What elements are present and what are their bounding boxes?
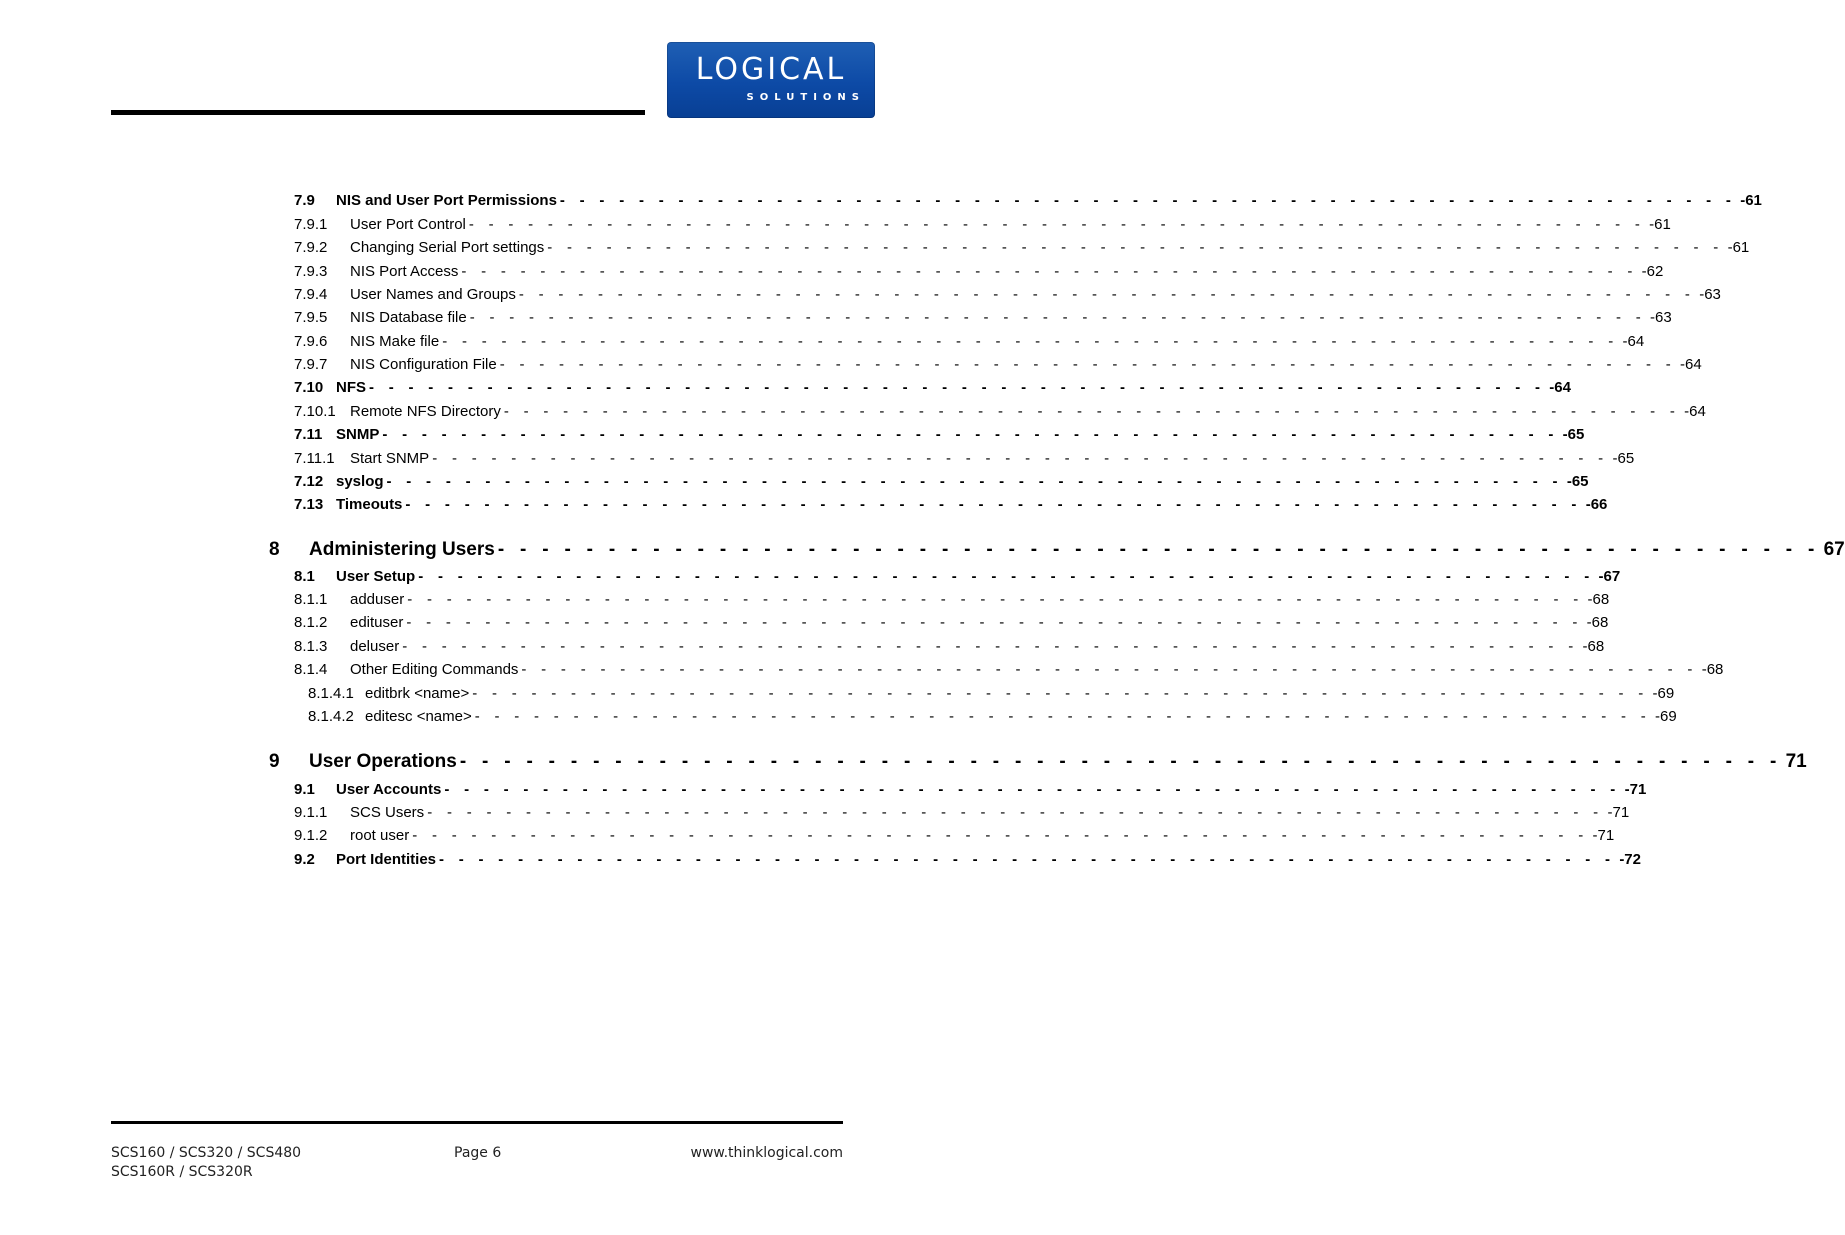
footer-page-number: Page 6 bbox=[454, 1145, 502, 1161]
toc-entry-title: User Accounts bbox=[336, 781, 442, 798]
toc-entry[interactable] bbox=[294, 827, 1615, 844]
toc-entry-page: -71 bbox=[1624, 781, 1647, 798]
toc-entry[interactable] bbox=[269, 539, 1845, 561]
toc-dot-leader: - - - - - - - - - - - - - - - - - - - - - - - - - - - - - - - - - - - - - - - - - - - - - - - - - - - - - - - - - - - - bbox=[386, 473, 1563, 490]
toc-entry[interactable] bbox=[294, 496, 1608, 513]
toc-entry-number: 9.1.1 bbox=[294, 804, 328, 821]
toc-entry-number: 7.9.3 bbox=[294, 263, 328, 280]
toc-entry-number: 7.10 bbox=[294, 379, 324, 396]
toc-entry-page: -63 bbox=[1650, 309, 1672, 326]
toc-dot-leader: - - - - - - - - - - - - - - - - - - - - - - - - - - - - - - - - - - - - - - - - - - - - - - - - - - - - - - - - - - - - bbox=[382, 426, 1559, 443]
toc-dot-leader: - - - - - - - - - - - - - - - - - - - - - - - - - - - - - - - - - - - - - - - - - - - - - - - - - - - - - - - - - - - - bbox=[369, 379, 1546, 396]
footer-models-line2: SCS160R / SCS320R bbox=[111, 1164, 253, 1180]
toc-dot-leader: - - - - - - - - - - - - - - - - - - - - - - - - - - - - - - - - - - - - - - - - - - - - - - - - - - - - - - - - - - - - bbox=[439, 851, 1616, 868]
footer-models-line1: SCS160 / SCS320 / SCS480 bbox=[111, 1145, 302, 1161]
toc-dot-leader: - - - - - - - - - - - - - - - - - - - - - - - - - - - - - - - - - - - - - - - - - - - - - - - - - - - - - - - - - - - - bbox=[405, 496, 1582, 513]
toc-entry[interactable] bbox=[294, 591, 1610, 608]
toc-dot-leader: - - - - - - - - - - - - - - - - - - - - - - - - - - - - - - - - - - - - - - - - - - - - - - - - - - - - - - - - - - - - bbox=[518, 286, 1696, 303]
toc-entry-page: 67 bbox=[1823, 539, 1845, 560]
toc-entry-title: edituser bbox=[350, 614, 404, 631]
toc-entry-number: 7.13 bbox=[294, 496, 324, 513]
toc-dot-leader: - - - - - - - - - - - - - - - - - - - - - - - - - - - - - - - - - - - - - - - - - - - - - - - - - - - - - - - - - - - - bbox=[418, 568, 1595, 585]
toc-entry-page: -67 bbox=[1598, 568, 1621, 585]
toc-dot-leader: - - - - - - - - - - - - - - - - - - - - - - - - - - - - - - - - - - - - - - - - - - - - - - - - - - - - - - - - - - - - bbox=[474, 708, 1652, 725]
toc-entry-page: -68 bbox=[1586, 614, 1609, 631]
toc-entry-number: 8.1.2 bbox=[294, 614, 328, 631]
toc-entry-title: adduser bbox=[350, 591, 405, 608]
toc-entry-number: 8.1 bbox=[294, 568, 315, 585]
toc-entry-title: Other Editing Commands bbox=[350, 661, 519, 678]
toc-entry-number: 7.11.1 bbox=[294, 450, 335, 467]
toc-entry-title: Port Identities bbox=[336, 851, 437, 868]
toc-entry-page: -63 bbox=[1699, 286, 1721, 303]
toc-entry-title: Timeouts bbox=[336, 496, 403, 513]
toc-entry[interactable] bbox=[294, 450, 1635, 467]
toc-entry-title: editbrk <name> bbox=[365, 685, 470, 702]
toc-entry[interactable] bbox=[294, 568, 1621, 585]
toc-entry-number: 9.1 bbox=[294, 781, 315, 798]
toc-entry-title: User Operations bbox=[309, 751, 457, 772]
toc-entry[interactable] bbox=[269, 751, 1807, 773]
toc-entry[interactable] bbox=[294, 661, 1724, 678]
toc-entry-page: -69 bbox=[1655, 708, 1677, 725]
toc-dot-leader: - - - - - - - - - - - - - - - - - - - - - - - - - - - - - - - - - - - - - - - - - - - - - - - - - - - - - - - - - - - - bbox=[402, 638, 1579, 655]
toc-dot-leader: - - - - - - - - - - - - - - - - - - - - - - - - - - - - - - - - - - - - - - - - - - - - - - - - - - - - - - - - - - - - bbox=[521, 661, 1698, 678]
toc-entry-page: -68 bbox=[1701, 661, 1724, 678]
toc-dot-leader: - - - - - - - - - - - - - - - - - - - - - - - - - - - - - - - - - - - - - - - - - - - - - - - - - - - - - - - - - - - - bbox=[442, 333, 1619, 350]
toc-entry[interactable] bbox=[294, 263, 1664, 280]
toc-entry-number: 7.9.6 bbox=[294, 333, 328, 350]
toc-entry-title: root user bbox=[350, 827, 410, 844]
toc-entry-title: NIS Database file bbox=[350, 309, 467, 326]
toc-dot-leader: - - - - - - - - - - - - - - - - - - - - - - - - - - - - - - - - - - - - - - - - - - - - - - - - - - - - - - - - - - - - bbox=[469, 309, 1647, 326]
toc-entry-number: 8 bbox=[269, 539, 280, 560]
toc-entry[interactable] bbox=[294, 309, 1672, 326]
toc-entry-page: -65 bbox=[1562, 426, 1585, 443]
toc-entry-page: -61 bbox=[1649, 216, 1671, 233]
toc-entry-title: editesc <name> bbox=[365, 708, 472, 725]
toc-dot-leader: - - - - - - - - - - - - - - - - - - - - - - - - - - - - - - - - - - - - - - - - - - - - - - - - - - - - - - - - - - - - bbox=[412, 827, 1589, 844]
toc-dot-leader: - - - - - - - - - - - - - - - - - - - - - - - - - - - - - - - - - - - - - - - - - - - - - - - - - - - - - - - - - - - - bbox=[461, 263, 1638, 280]
toc-entry-number: 7.9.2 bbox=[294, 239, 328, 256]
toc-entry[interactable] bbox=[294, 333, 1645, 350]
toc-entry-number: 7.9.1 bbox=[294, 216, 328, 233]
toc-entry-page: -71 bbox=[1607, 804, 1630, 821]
toc-entry-number: 7.9.7 bbox=[294, 356, 328, 373]
toc-entry-number: 7.9.5 bbox=[294, 309, 328, 326]
toc-entry[interactable] bbox=[294, 356, 1702, 373]
toc-dot-leader: - - - - - - - - - - - - - - - - - - - - - - - - - - - - - - - - - - - - - - - - - - - - - - - - - - - - - - - - - - - - bbox=[407, 591, 1584, 608]
logo-tagline: SOLUTIONS bbox=[746, 92, 865, 103]
footer-rule bbox=[111, 1121, 843, 1124]
toc-entry[interactable] bbox=[294, 239, 1750, 256]
toc-entry-page: -64 bbox=[1622, 333, 1645, 350]
toc-entry-title: NIS Port Access bbox=[350, 263, 459, 280]
toc-entry-title: User Port Control bbox=[350, 216, 466, 233]
toc-entry-number: 8.1.3 bbox=[294, 638, 328, 655]
toc-entry-number: 9 bbox=[269, 751, 280, 772]
toc-entry-title: Administering Users bbox=[309, 539, 495, 560]
toc-entry-page: -68 bbox=[1587, 591, 1610, 608]
toc-entry-title: syslog bbox=[336, 473, 384, 490]
toc-entry-number: 8.1.1 bbox=[294, 591, 328, 608]
toc-entry-page: -65 bbox=[1612, 450, 1635, 467]
toc-dot-leader: - - - - - - - - - - - - - - - - - - - - - - - - - - - - - - - - - - - - - - - - - - - - - - - - - - - - - - - - - - - - bbox=[432, 450, 1609, 467]
toc-entry[interactable] bbox=[294, 216, 1671, 233]
logo-wordmark: LOGICAL bbox=[695, 52, 847, 87]
toc-entry-title: User Setup bbox=[336, 568, 416, 585]
toc-entry[interactable] bbox=[294, 473, 1589, 490]
toc-entry-title: NFS bbox=[336, 379, 366, 396]
toc-entry-page: -69 bbox=[1652, 685, 1675, 702]
toc-entry-page: -61 bbox=[1727, 239, 1750, 256]
footer-website: www.thinklogical.com bbox=[690, 1145, 843, 1161]
toc-entry-page: 71 bbox=[1785, 751, 1807, 772]
toc-dot-leader: - - - - - - - - - - - - - - - - - - - - - - - - - - - - - - - - - - - - - - - - - - - - - - - - - - - - - - - - - - - - bbox=[472, 685, 1649, 702]
toc-entry-title: NIS Configuration File bbox=[350, 356, 497, 373]
toc-entry-number: 8.1.4 bbox=[294, 661, 328, 678]
toc-entry-number: 7.11 bbox=[294, 426, 323, 443]
toc-entry-number: 8.1.4.1 bbox=[308, 685, 354, 702]
toc-entry-title: User Names and Groups bbox=[350, 286, 516, 303]
toc-entry-page: -72 bbox=[1619, 851, 1641, 868]
toc-dot-leader: - - - - - - - - - - - - - - - - - - - - - - - - - - - - - - - - - - - - - - - - - - - - - - - - - - - - - - - - - - - - bbox=[427, 804, 1604, 821]
toc-entry-number: 7.9.4 bbox=[294, 286, 328, 303]
toc-entry-number: 7.9 bbox=[294, 192, 315, 209]
toc-entry-page: -62 bbox=[1641, 263, 1664, 280]
toc-entry[interactable] bbox=[294, 403, 1706, 420]
header-rule bbox=[111, 110, 645, 115]
toc-entry-number: 7.10.1 bbox=[294, 403, 336, 420]
toc-entry[interactable] bbox=[294, 781, 1647, 798]
toc-entry-title: deluser bbox=[350, 638, 400, 655]
toc-entry-page: -64 bbox=[1549, 379, 1571, 396]
toc-entry-page: -66 bbox=[1585, 496, 1608, 513]
toc-entry[interactable] bbox=[294, 804, 1630, 821]
toc-entry[interactable] bbox=[294, 286, 1721, 303]
toc-entry[interactable] bbox=[308, 708, 1677, 725]
toc-entry[interactable] bbox=[308, 685, 1675, 702]
toc-entry-number: 7.12 bbox=[294, 473, 324, 490]
toc-dot-leader: - - - - - - - - - - - - - - - - - - - - - - - - - - - - - - - - - - - - - - - - - - - - - - - - - - - - - - - - - - - - bbox=[444, 781, 1621, 798]
toc-dot-leader: - - - - - - - - - - - - - - - - - - - - - - - - - - - - - - - - - - - - - - - - - - - - - - - - - - - - - - - - - - - - bbox=[497, 539, 1820, 560]
toc-entry[interactable] bbox=[294, 379, 1571, 396]
logical-solutions-logo bbox=[667, 42, 875, 118]
toc-entry-title: NIS Make file bbox=[350, 333, 440, 350]
toc-entry[interactable] bbox=[294, 638, 1605, 655]
toc-dot-leader: - - - - - - - - - - - - - - - - - - - - - - - - - - - - - - - - - - - - - - - - - - - - - - - - - - - - - - - - - - - - bbox=[547, 239, 1724, 256]
toc-dot-leader: - - - - - - - - - - - - - - - - - - - - - - - - - - - - - - - - - - - - - - - - - - - - - - - - - - - - - - - - - - - - bbox=[503, 403, 1681, 420]
toc-entry-page: -61 bbox=[1740, 192, 1762, 209]
toc-entry-number: 9.2 bbox=[294, 851, 315, 868]
toc-entry-number: 8.1.4.2 bbox=[308, 708, 354, 725]
toc-entry-title: Remote NFS Directory bbox=[350, 403, 501, 420]
toc-entry-title: Changing Serial Port settings bbox=[350, 239, 545, 256]
toc-entry[interactable] bbox=[294, 851, 1641, 868]
toc-entry[interactable] bbox=[294, 614, 1609, 631]
toc-entry[interactable] bbox=[294, 192, 1762, 209]
toc-entry-page: -71 bbox=[1592, 827, 1615, 844]
toc-dot-leader: - - - - - - - - - - - - - - - - - - - - - - - - - - - - - - - - - - - - - - - - - - - - - - - - - - - - - - - - - - - - bbox=[468, 216, 1646, 233]
toc-entry-title: SCS Users bbox=[350, 804, 425, 821]
toc-entry-title: Start SNMP bbox=[350, 450, 430, 467]
toc-entry-number: 9.1.2 bbox=[294, 827, 328, 844]
toc-dot-leader: - - - - - - - - - - - - - - - - - - - - - - - - - - - - - - - - - - - - - - - - - - - - - - - - - - - - - - - - - - - - bbox=[499, 356, 1677, 373]
toc-entry-page: -64 bbox=[1684, 403, 1706, 420]
toc-entry-page: -64 bbox=[1680, 356, 1702, 373]
toc-entry-page: -65 bbox=[1566, 473, 1589, 490]
toc-dot-leader: - - - - - - - - - - - - - - - - - - - - - - - - - - - - - - - - - - - - - - - - - - - - - - - - - - - - - - - - - - - - bbox=[459, 751, 1782, 772]
toc-entry[interactable] bbox=[294, 426, 1585, 443]
toc-dot-leader: - - - - - - - - - - - - - - - - - - - - - - - - - - - - - - - - - - - - - - - - - - - - - - - - - - - - - - - - - - - - bbox=[406, 614, 1583, 631]
toc-dot-leader: - - - - - - - - - - - - - - - - - - - - - - - - - - - - - - - - - - - - - - - - - - - - - - - - - - - - - - - - - - - - bbox=[559, 192, 1737, 209]
toc-entry-title: NIS and User Port Permissions bbox=[336, 192, 557, 209]
toc-entry-page: -68 bbox=[1582, 638, 1605, 655]
toc-entry-title: SNMP bbox=[336, 426, 380, 443]
